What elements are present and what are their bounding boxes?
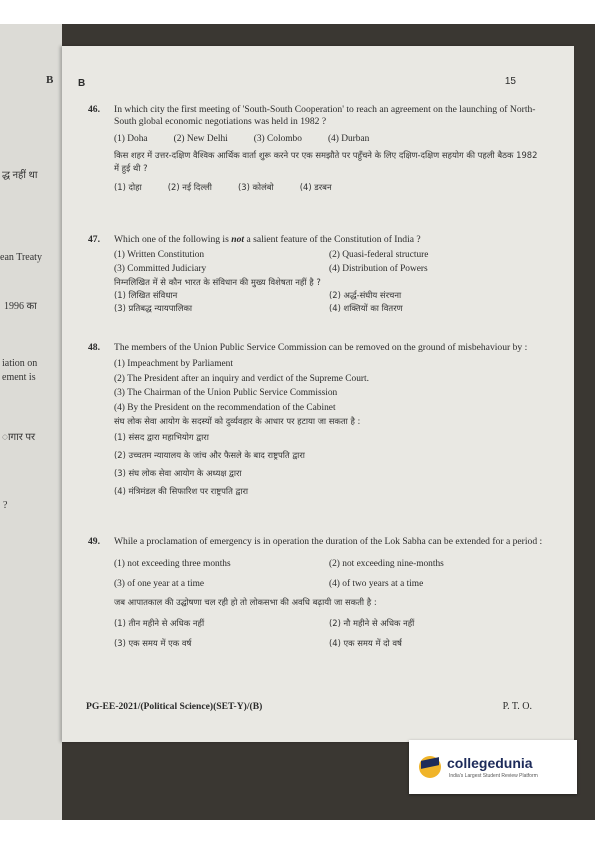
left-fragment: द्ध नहीं था xyxy=(2,170,38,181)
left-fragment: ement is xyxy=(2,372,36,383)
question-number: 46. xyxy=(88,104,100,115)
option: (4) Distribution of Powers xyxy=(329,264,428,274)
option: (2) The President after an inquiry and verdict of the Supreme Court. xyxy=(114,373,369,384)
photo-background xyxy=(0,24,595,820)
option: (2) not exceeding nine-months xyxy=(329,559,444,569)
left-fragment: ? xyxy=(3,500,8,511)
question-49 xyxy=(88,536,544,653)
option: (4) मंत्रिमंडल की सिफारिश पर राष्ट्रपति द्वारा xyxy=(114,486,249,496)
option: (3) Colombo xyxy=(253,134,302,144)
option: (2) नई दिल्ली xyxy=(167,182,212,192)
left-fragment: 1996 का xyxy=(4,301,37,312)
graduation-cap-icon xyxy=(419,756,441,778)
option: (4) एक समय में दो वर्ष xyxy=(329,638,402,648)
option: (1) संसद द्वारा महाभियोग द्वारा xyxy=(114,432,209,442)
hindi-stem: जब आपातकाल की उद्घोषणा चल रही हो तो लोकसभा की अवधि बढ़ायी जा सकती है : xyxy=(114,597,377,607)
option: (4) डरबन xyxy=(299,182,332,192)
option: (1) not exceeding three months xyxy=(114,559,231,569)
option: (3) Committed Judiciary xyxy=(114,264,207,274)
question-number: 48. xyxy=(88,342,100,353)
option: (2) नौ महीने से अधिक नहीं xyxy=(329,618,415,628)
pto-label: P. T. O. xyxy=(502,701,532,712)
option: (3) एक समय में एक वर्ष xyxy=(114,638,192,648)
options xyxy=(114,248,544,276)
option: (3) of one year at a time xyxy=(114,579,205,589)
question-stem: Which one of the following is not a salient feature of the Constitution of India ? xyxy=(114,234,421,245)
logo-tagline: India's Largest Student Review Platform xyxy=(449,773,538,779)
page-number: 15 xyxy=(504,76,516,87)
logo-name: collegedunia xyxy=(447,755,533,771)
left-page-edge xyxy=(0,24,62,820)
option: (1) Doha xyxy=(114,134,148,144)
bottom-margin xyxy=(0,820,595,842)
option: (3) The Chairman of the Union Public Service Commission xyxy=(114,388,338,398)
question-46 xyxy=(88,104,544,194)
left-fragment: ागार पर xyxy=(2,432,36,443)
options xyxy=(114,132,544,146)
hindi-options xyxy=(114,613,544,653)
option: (1) Written Constitution xyxy=(114,250,205,260)
options xyxy=(114,554,544,594)
option: (4) By the President on the recommendation of the Cabinet xyxy=(114,402,336,413)
option: (3) संघ लोक सेवा आयोग के अध्यक्ष द्वारा xyxy=(114,468,242,478)
option: (1) Impeachment by Parliament xyxy=(114,359,233,369)
collegedunia-logo xyxy=(409,740,577,794)
option: (2) New Delhi xyxy=(173,134,228,144)
option: (4) Durban xyxy=(327,134,370,144)
left-fragment: ean Treaty xyxy=(0,252,42,263)
question-number: 49. xyxy=(88,536,100,547)
question-48 xyxy=(88,342,544,500)
option: (4) शक्तियों का वितरण xyxy=(329,303,403,313)
options xyxy=(114,357,544,415)
question-stem: While a proclamation of emergency is in operation the duration of the Lok Sabha can be extended for a period : xyxy=(114,536,543,547)
question-stem: In which city the first meeting of 'South-South Cooperation' to reach an agreement on the launching of North-South global economic negotiations was held in 1982 ? xyxy=(114,104,536,127)
question-47 xyxy=(88,234,544,315)
option: (3) कोलंबो xyxy=(237,182,274,192)
hindi-stem: किस शहर में उत्तर-दक्षिण वैश्विक आर्थिक वार्ता शुरू करने पर एक समझौते पर पहुँचने के लिए दक्षिण-दक्षिण सहयोग की पहली बैठक 1982 में हुई थी ? xyxy=(114,150,538,173)
option: (1) तीन महीने से अधिक नहीं xyxy=(114,618,205,628)
option: (2) Quasi-federal structure xyxy=(329,250,429,260)
option: (2) उच्चतम न्यायालय के जांच और फैसले के बाद राष्ट्रपति द्वारा xyxy=(114,450,305,460)
left-page-b: B xyxy=(46,74,54,86)
hindi-stem: निम्नलिखित में से कौन भारत के संविधान की मुख्य विशेषता नहीं है ? xyxy=(114,277,321,287)
option: (2) अर्द्ध-संघीय संरचना xyxy=(329,290,402,300)
option: (3) प्रतिबद्ध न्यायपालिका xyxy=(114,303,193,313)
exam-page xyxy=(62,46,574,742)
paper-code: PG-EE-2021/(Political Science)(SET-Y)/(B) xyxy=(86,701,263,712)
hindi-stem: संघ लोक सेवा आयोग के सदस्यों को दुर्व्यवहार के आधार पर हटाया जा सकता है : xyxy=(114,416,361,426)
hindi-options xyxy=(114,181,544,194)
option: (1) लिखित संविधान xyxy=(114,290,178,300)
option: (1) दोहा xyxy=(114,182,142,192)
hindi-options xyxy=(114,428,544,500)
question-number: 47. xyxy=(88,234,100,245)
question-stem: The members of the Union Public Service Commission can be removed on the ground of misbehaviour by : xyxy=(114,342,528,353)
option: (4) of two years at a time xyxy=(329,579,424,589)
left-fragment: iation on xyxy=(2,358,38,369)
hindi-options xyxy=(114,289,544,315)
section-label: B xyxy=(78,78,86,89)
